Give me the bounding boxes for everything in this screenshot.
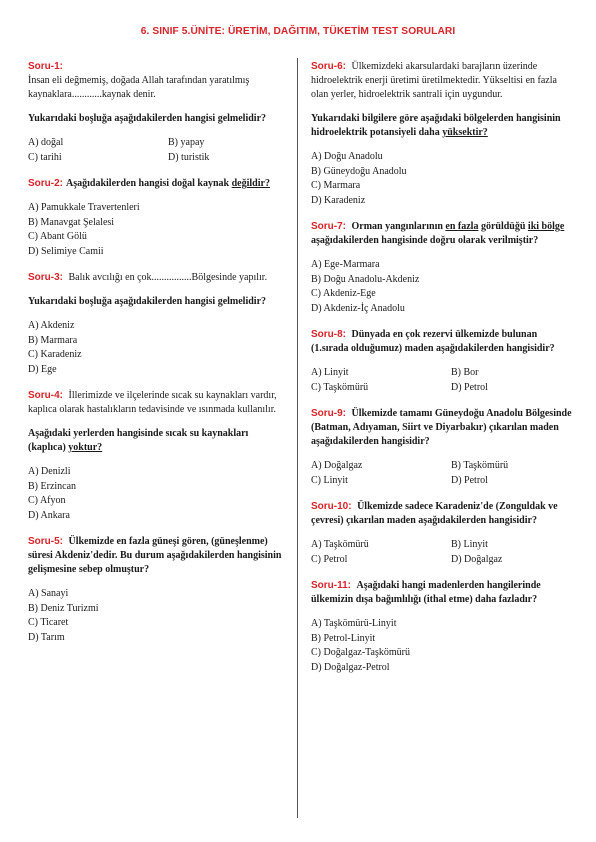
question-text: İllerimizde ve ilçelerinde sıcak su kaynakları vardır, kaplıca olarak hastalıkların tedavisinde ve ısınmada kullanılır. [28, 390, 277, 415]
option-c[interactable]: C) tarihi [28, 151, 62, 163]
option-c[interactable]: C) Abant Gölü [28, 231, 87, 242]
left-column [28, 60, 286, 657]
question-11 [311, 579, 573, 675]
option-c[interactable]: C) Taşkömürü [311, 381, 369, 393]
answer-options [311, 258, 573, 316]
option-a[interactable]: A) Linyit [311, 367, 349, 378]
option-a[interactable]: A) Denizli [28, 466, 71, 477]
question-label: Soru-7: [311, 221, 346, 232]
question-text: İnsan eli değmemiş, doğada Allah tarafından yaratılmış kaynaklara............kaynak denir. [28, 75, 250, 100]
option-c[interactable]: C) Afyon [28, 495, 66, 506]
option-d[interactable]: D) Petrol [451, 381, 488, 393]
question-label: Soru-4: [28, 390, 63, 401]
answer-options [311, 366, 573, 395]
option-a[interactable]: A) doğal [28, 137, 64, 148]
option-b[interactable]: B) Bor [451, 367, 479, 378]
option-c[interactable]: C) Karadeniz [28, 349, 82, 360]
question-3 [28, 271, 286, 377]
answer-options [28, 136, 286, 165]
option-c[interactable]: C) Petrol [311, 553, 348, 565]
question-label: Soru-9: [311, 408, 346, 419]
question-text: Ülkemizdeki akarsulardaki barajların üzerinde hidroelektrik enerji üretimi üretilmektedir. Yükseltisi en fazla olan yerler, hidroelektrik santrali için uygundur. [311, 61, 557, 100]
question-prompt-end: aşağıdakilerden hangisinde doğru olarak verilmiştir? [311, 235, 539, 246]
option-a[interactable]: A) Pamukkale Travertenleri [28, 202, 140, 213]
option-c[interactable]: C) Akdeniz-Ege [311, 288, 376, 299]
question-label: Soru-8: [311, 329, 346, 340]
question-prompt: Aşağıdaki yerlerden hangisinde sıcak su kaynakları (kaplıca) [28, 428, 249, 453]
option-c[interactable]: C) Ticaret [28, 617, 69, 628]
question-prompt: Ülkemizde sadece Karadeniz'de (Zonguldak ve çevresi) çıkarılan maden aşağıdakilerden hangisidir? [311, 501, 558, 526]
question-emphasis: yoktur? [68, 442, 103, 453]
option-a[interactable]: A) Sanayi [28, 588, 69, 599]
option-a[interactable]: A) Ege-Marmara [311, 259, 380, 270]
question-label: Soru-2: [28, 178, 63, 189]
question-1 [28, 60, 286, 165]
option-d[interactable]: D) Doğalgaz [451, 553, 503, 565]
question-prompt: Aşağıdaki hangi madenlerden hangilerinde ülkemizin dışa bağımlılığı (ithal etme) daha fazladır? [311, 580, 541, 605]
question-label: Soru-11: [311, 580, 352, 591]
question-prompt: Yukarıdaki boşluğa aşağıdakilerden hangisi gelmelidir? [28, 296, 267, 307]
option-d[interactable]: D) Doğalgaz-Petrol [311, 661, 390, 673]
answer-options [311, 459, 573, 488]
question-label: Soru-6: [311, 61, 346, 72]
question-prompt: Orman yangınlarının [351, 221, 446, 232]
question-label: Soru-3: [28, 272, 63, 283]
question-prompt: Yukarıdaki bilgilere göre aşağıdaki bölgelerden hangisinin hidroelektrik potansiyeli daha [311, 113, 561, 138]
question-emphasis: iki bölge [527, 221, 565, 232]
question-10 [311, 500, 573, 567]
answer-options [28, 465, 286, 523]
question-prompt: Dünyada en çok rezervi ülkemizde bulunan (1.sırada olduğumuz) maden aşağıdakilerden hangisidir? [311, 329, 555, 354]
question-8 [311, 328, 573, 395]
right-column [311, 60, 573, 687]
question-keyword: doğal kaynak [171, 178, 230, 189]
option-b[interactable]: B) Manavgat Şelalesi [28, 216, 115, 228]
question-label: Soru-1: [28, 61, 63, 72]
question-2 [28, 177, 286, 259]
question-text: Balık avcılığı en çok................Bölgesinde yapılır. [68, 272, 268, 283]
question-prompt: Ülkemizde tamamı Güneydoğu Anadolu Bölgesinde (Batman, Adıyaman, Siirt ve Diyarbakır) çıkarılan maden aşağıdakilerden hangisidir? [311, 408, 572, 447]
option-c[interactable]: C) Linyit [311, 474, 348, 486]
option-d[interactable]: D) Ege [28, 363, 57, 375]
option-d[interactable]: D) Petrol [451, 474, 488, 486]
option-c[interactable]: C) Doğalgaz-Taşkömürü [311, 647, 410, 658]
option-a[interactable]: A) Akdeniz [28, 320, 75, 331]
option-b[interactable]: B) Petrol-Linyit [311, 632, 376, 644]
question-6 [311, 60, 573, 208]
option-b[interactable]: B) Doğu Anadolu-Akdeniz [311, 273, 420, 285]
question-5 [28, 535, 286, 645]
option-a[interactable]: A) Doğu Anadolu [311, 151, 383, 162]
option-c[interactable]: C) Marmara [311, 180, 361, 191]
option-d[interactable]: D) Karadeniz [311, 194, 366, 206]
page-title: 6. SINIF 5.ÜNİTE: ÜRETİM, DAĞITIM, TÜKETİM TEST SORULARI [140, 26, 456, 37]
option-a[interactable]: A) Taşkömürü-Linyit [311, 618, 397, 629]
answer-options [28, 201, 286, 259]
answer-options [311, 538, 573, 567]
option-b[interactable]: B) Deniz Turizmi [28, 602, 99, 614]
option-a[interactable]: A) Doğalgaz [311, 460, 363, 471]
option-b[interactable]: B) yapay [168, 137, 205, 148]
option-b[interactable]: B) Güneydoğu Anadolu [311, 165, 407, 177]
question-9 [311, 407, 573, 488]
question-label: Soru-5: [28, 536, 63, 547]
question-7 [311, 220, 573, 316]
option-d[interactable]: D) turistik [168, 151, 210, 163]
option-d[interactable]: D) Ankara [28, 509, 70, 521]
question-prompt-mid: görüldüğü [478, 221, 528, 232]
answer-options [311, 617, 573, 675]
option-b[interactable]: B) Taşkömürü [451, 460, 509, 471]
question-emphasis: yüksektir? [442, 127, 488, 138]
option-d[interactable]: D) Selimiye Camii [28, 245, 104, 257]
question-4 [28, 389, 286, 523]
question-label: Soru-10: [311, 501, 352, 512]
option-a[interactable]: A) Taşkömürü [311, 539, 369, 550]
question-prompt: Ülkemizde en fazla güneşi gören, (güneşlenme) süresi Akdeniz'dedir. Bu durum aşağıdakilerden hangisinin gelişmesine sebep olmuştur? [28, 536, 282, 575]
option-d[interactable]: D) Akdeniz-İç Anadolu [311, 302, 405, 314]
option-b[interactable]: B) Linyit [451, 539, 488, 550]
option-b[interactable]: B) Erzincan [28, 480, 77, 492]
option-b[interactable]: B) Marmara [28, 334, 78, 346]
option-d[interactable]: D) Tarım [28, 631, 65, 643]
answer-options [28, 319, 286, 377]
question-emphasis: değildir? [231, 178, 270, 189]
answer-options [311, 150, 573, 208]
question-emphasis: en fazla [445, 221, 479, 232]
column-divider [297, 58, 298, 818]
question-prompt: Yukarıdaki boşluğa aşağıdakilerden hangisi gelmelidir? [28, 113, 267, 124]
question-prompt: Aşağıdakilerden hangisi [66, 178, 172, 189]
answer-options [28, 587, 286, 645]
